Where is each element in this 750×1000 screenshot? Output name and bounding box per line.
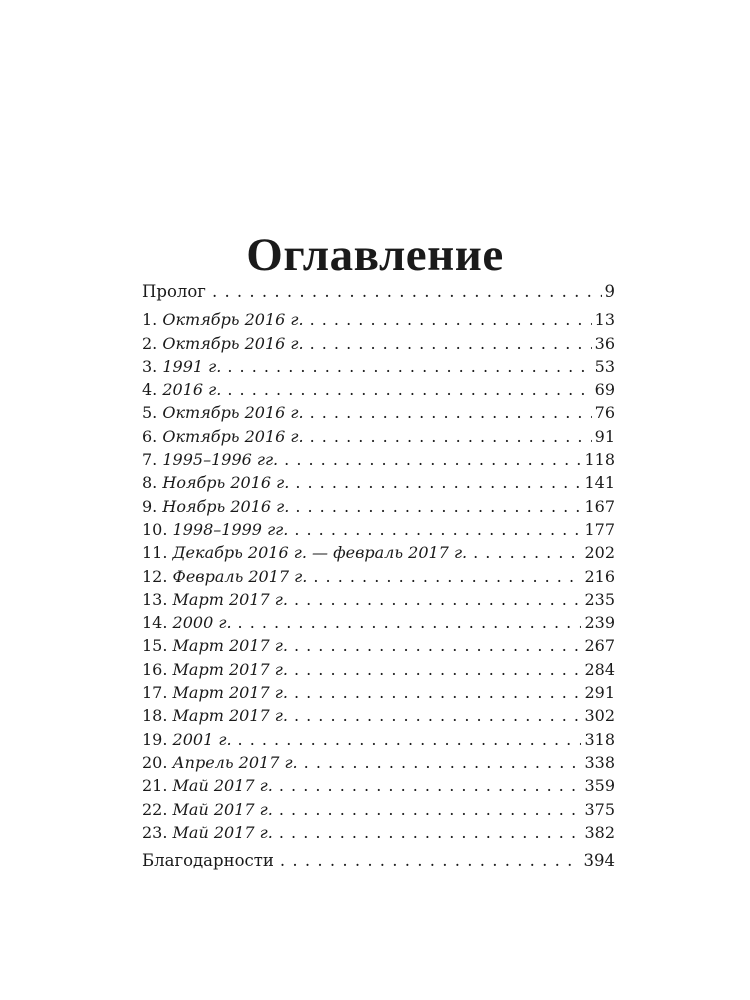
toc-page-number: 375 [584, 799, 615, 819]
dot-leader [238, 611, 582, 634]
toc-chapter-number: 17. [142, 683, 168, 703]
toc-page-number: 177 [584, 519, 615, 539]
toc-chapter-number: 11. [142, 543, 168, 563]
toc-entry-chapter[interactable] [142, 658, 615, 681]
toc-entry-label: Март 2017 г. [172, 683, 288, 703]
dot-leader [238, 728, 582, 751]
toc-entry-chapter[interactable] [142, 821, 615, 844]
toc-entry-chapter[interactable] [142, 798, 615, 821]
toc-entry-label: Март 2017 г. [172, 706, 288, 726]
dot-leader [473, 541, 581, 564]
toc-chapter-number: 18. [142, 706, 168, 726]
toc-page-number: 267 [584, 636, 615, 656]
toc-entry-label: 2016 г. [162, 380, 222, 400]
toc-page-number: 318 [584, 729, 615, 749]
toc-chapter-number: 13. [142, 589, 168, 609]
toc-page-number: 235 [584, 589, 615, 609]
toc-page-number: 302 [584, 706, 615, 726]
toc-entry-chapter[interactable] [142, 611, 615, 634]
toc-chapter-number: 22. [142, 799, 168, 819]
toc-entry-chapter[interactable] [142, 541, 615, 564]
toc-entry-label: 2000 г. [172, 613, 232, 633]
toc-entry-chapter[interactable] [142, 774, 615, 797]
toc-chapter-number: 10. [142, 519, 168, 539]
toc-entry-chapter[interactable] [142, 565, 615, 588]
toc-chapter-number: 8. [142, 473, 158, 493]
toc-chapter-number: 23. [142, 822, 168, 842]
dot-leader [279, 821, 582, 844]
toc-entry-label: 2001 г. [172, 729, 232, 749]
dot-leader [310, 332, 592, 355]
toc-page-number: 9 [604, 282, 615, 301]
toc-entry-chapter[interactable] [142, 634, 615, 657]
toc-entry-chapter[interactable] [142, 355, 615, 378]
toc-page-number: 167 [584, 496, 615, 516]
toc-page-number: 53 [594, 356, 615, 376]
toc-chapter-number: 19. [142, 729, 168, 749]
dot-leader [310, 401, 592, 424]
dot-leader [212, 280, 602, 303]
toc-chapter-number: 5. [142, 403, 158, 423]
toc-chapter-number: 14. [142, 613, 168, 633]
chapter-list [142, 308, 615, 844]
toc-chapter-number: 9. [142, 496, 158, 516]
toc-chapter-number: 15. [142, 636, 168, 656]
dot-leader [227, 378, 591, 401]
dot-leader [294, 658, 582, 681]
toc-entry-label: Октябрь 2016 г. [162, 403, 304, 423]
toc-chapter-number: 2. [142, 333, 158, 353]
dot-leader [295, 495, 581, 518]
dot-leader [294, 518, 581, 541]
dot-leader [310, 425, 592, 448]
table-of-contents [142, 280, 615, 872]
dot-leader [279, 798, 582, 821]
toc-page-number: 13 [594, 310, 615, 330]
dot-leader [284, 448, 581, 471]
toc-entry-label: Пролог [142, 282, 206, 301]
toc-entry-chapter[interactable] [142, 448, 615, 471]
toc-entry-chapter[interactable] [142, 681, 615, 704]
toc-page-number: 394 [583, 851, 615, 871]
toc-chapter-number: 12. [142, 566, 168, 586]
toc-entry-label: Октябрь 2016 г. [162, 310, 304, 330]
toc-page-number: 36 [594, 333, 615, 353]
toc-page-number: 91 [594, 426, 615, 446]
toc-entry-chapter[interactable] [142, 704, 615, 727]
toc-entry-chapter[interactable] [142, 751, 615, 774]
toc-entry-chapter[interactable] [142, 728, 615, 751]
toc-page-number: 359 [584, 776, 615, 796]
toc-entry-label: Благодарности [142, 851, 274, 871]
toc-entry-label: Май 2017 г. [172, 776, 273, 796]
toc-page-number: 284 [584, 659, 615, 679]
dot-leader [280, 849, 581, 872]
toc-entry-label: 1991 г. [162, 356, 222, 376]
page-title: Оглавление [246, 229, 504, 282]
dot-leader [294, 634, 582, 657]
toc-chapter-number: 1. [142, 310, 158, 330]
toc-entry-chapter[interactable] [142, 401, 615, 424]
toc-entry-label: Май 2017 г. [172, 822, 273, 842]
toc-page-number: 216 [584, 566, 615, 586]
toc-entry-prologue[interactable] [142, 280, 615, 303]
toc-entry-label: Март 2017 г. [172, 636, 288, 656]
toc-page-number: 69 [594, 380, 615, 400]
toc-entry-label: 1995–1996 гг. [162, 450, 279, 470]
toc-chapter-number: 20. [142, 752, 168, 772]
dot-leader [313, 565, 581, 588]
toc-entry-label: Декабрь 2016 г. — февраль 2017 г. [172, 543, 468, 563]
toc-page-number: 76 [594, 403, 615, 423]
dot-leader [279, 774, 582, 797]
toc-entry-chapter[interactable] [142, 518, 615, 541]
toc-entry-label: Март 2017 г. [172, 659, 288, 679]
toc-entry-label: Апрель 2017 г. [172, 752, 298, 772]
toc-entry-chapter[interactable] [142, 495, 615, 518]
toc-entry-label: 1998–1999 гг. [172, 519, 289, 539]
toc-entry-chapter[interactable] [142, 378, 615, 401]
toc-page-number: 382 [584, 822, 615, 842]
toc-entry-chapter[interactable] [142, 588, 615, 611]
dot-leader [294, 588, 582, 611]
toc-chapter-number: 21. [142, 776, 168, 796]
toc-page-number: 141 [584, 473, 615, 493]
toc-entry-label: Октябрь 2016 г. [162, 426, 304, 446]
toc-chapter-number: 3. [142, 356, 158, 376]
toc-entry-chapter[interactable] [142, 471, 615, 494]
toc-entry-label: Ноябрь 2016 г. [162, 473, 290, 493]
toc-page-number: 338 [584, 752, 615, 772]
dot-leader [304, 751, 582, 774]
toc-chapter-number: 4. [142, 380, 158, 400]
toc-chapter-number: 6. [142, 426, 158, 446]
toc-entry-label: Ноябрь 2016 г. [162, 496, 290, 516]
toc-chapter-number: 7. [142, 450, 158, 470]
toc-page-number: 239 [584, 613, 615, 633]
toc-entry-label: Октябрь 2016 г. [162, 333, 304, 353]
toc-entry-chapter[interactable] [142, 308, 615, 331]
dot-leader [295, 471, 581, 494]
dot-leader [227, 355, 591, 378]
toc-entry-label: Февраль 2017 г. [172, 566, 308, 586]
toc-entry-chapter[interactable] [142, 332, 615, 355]
toc-entry-label: Март 2017 г. [172, 589, 288, 609]
toc-page-number: 291 [584, 683, 615, 703]
toc-entry-label: Май 2017 г. [172, 799, 273, 819]
dot-leader [310, 308, 592, 331]
toc-page-number: 118 [584, 450, 615, 470]
toc-entry-chapter[interactable] [142, 425, 615, 448]
dot-leader [294, 704, 582, 727]
dot-leader [294, 681, 582, 704]
toc-chapter-number: 16. [142, 659, 168, 679]
toc-page-number: 202 [584, 543, 615, 563]
toc-entry-acknowledgements[interactable] [142, 849, 615, 872]
